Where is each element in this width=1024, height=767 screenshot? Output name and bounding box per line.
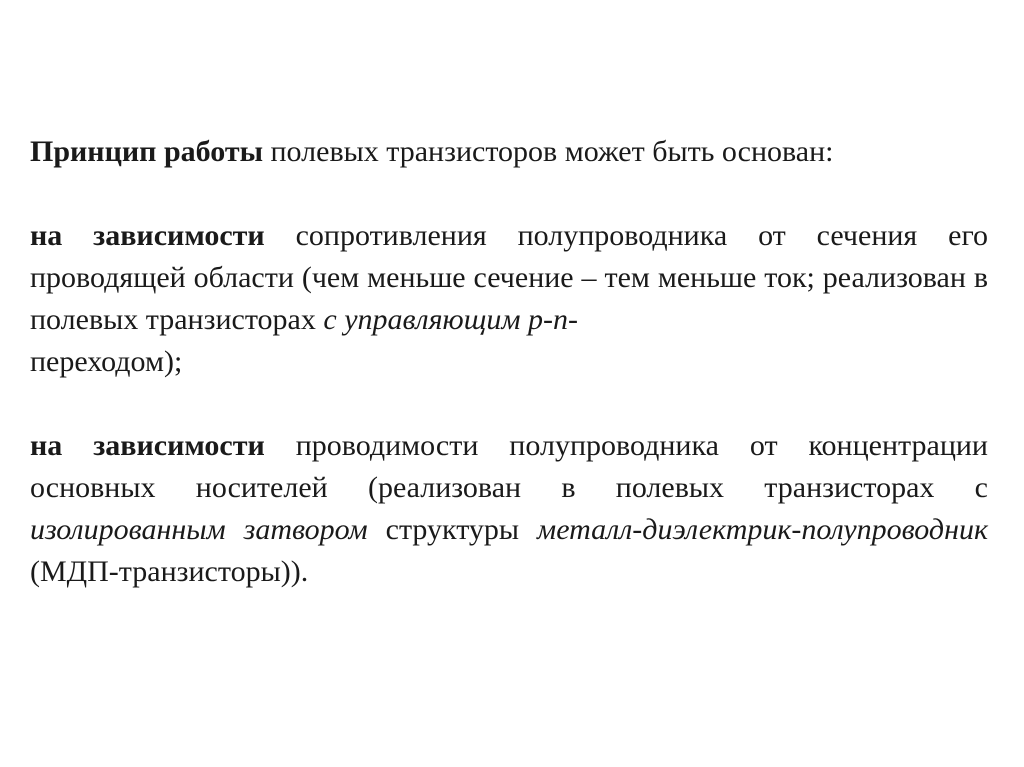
item1-italic-term: с управляющим p-n- [323,303,578,336]
item2-bold-term: на зависимости [30,429,265,462]
intro-text: полевых транзисторов может быть основан: [263,135,834,168]
item2-text-1: проводимости полупроводника от концентрации основных носителей (реализован в полевых транзисторах с [30,429,988,504]
item2-text-3: (МДП-транзисторы)). [30,555,309,588]
principle-resistance-paragraph [30,215,988,383]
principle-conductivity-paragraph [30,425,988,593]
intro-paragraph [30,131,988,173]
item2-italic-term-1: изолированным затвором [30,513,368,546]
intro-bold-term: Принцип работы [30,135,263,168]
slide-body [30,131,988,593]
item2-italic-term-2: металл-диэлектрик-полупроводник [537,513,988,546]
item1-bold-term: на зависимости [30,219,265,252]
item1-text-2: переходом); [30,345,183,378]
item2-text-2: структуры [367,513,538,546]
item1-text-1: сопротивления полупроводника от сечения его проводящей области (чем меньше сечение – тем меньше ток; реализован в полевых транзисторах [30,219,988,336]
